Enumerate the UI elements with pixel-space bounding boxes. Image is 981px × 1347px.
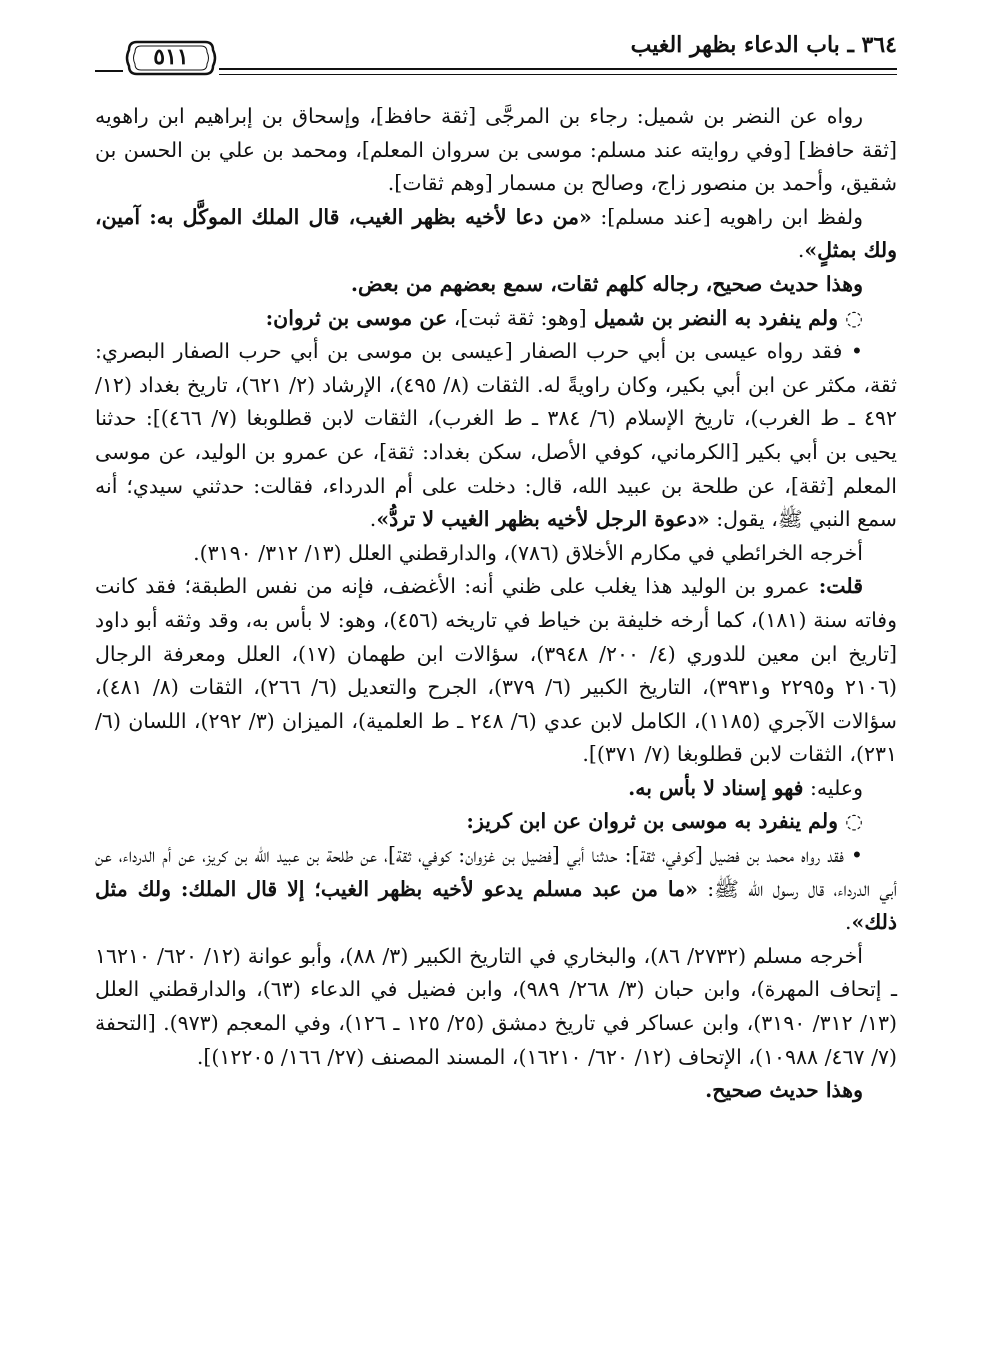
text-segment: • فقد رواه عيسى بن أبي حرب الصفار [عيسى بن موسى بن أبي حرب الصفار البصري: ثقة، مكثر عن ابن أبي بكير، وكان راويةً له. الثقات (٨/ ٤٩٥)، الإرشاد (٢/ ٦٢١)، تاريخ بغداد (١٢/ ٤٩٢ ـ ط الغرب)، تاريخ الإسلام (٦/ ٣٨٤ ـ ط الغرب)، الثقات لابن قطلوبغا (٧/ ٤٦٦)]: حدثنا يحيى بن أبي بكير [الكرماني، كوفي الأصل، سكن بغداد: ثقة]، عن عمرو بن الوليد، عن موسى المعلم [ثقة]، عن طلحة بن عبيد الله، قال: دخلت على أم الدرداء، فقالت: حدثني سيدي؛ أنه سمع النبي ﷺ، يقول: xyxy=(95,339,898,532)
text-segment: عمرو بن الوليد هذا يغلب على ظني أنه: الأغضف، فإنه من نفس الطبقة؛ فقد كانت وفاته سنة (١٨١)، كما أرخه خليفة بن خياط في تاريخه (٤٥٦)، وهو: لا بأس به، وقد وثقه أبو داود [تاريخ ابن معين للدوري (٤/ ٢٠٠/ ٣٩٤٨)، سؤالات ابن طهمان (١٧)، العلل ومعرفة الرجال (٢١٠٦ و٢٢٩٥ و٣٩٣١)، التاريخ الكبير (٦/ ٣٧٩)، الجرح والتعديل (٦/ ٢٦٦)، الثقات (٨/ ٤٨١)، سؤالات الآجري (١١٨٥)، الكامل لابن عدي (٦/ ٢٤٨ ـ ط العلمية)، الميزان (٣/ ٢٩٢)، اللسان (٦/ ٢٣١)، الثقات لابن قطلوبغا (٧/ ٣٧١)]. xyxy=(95,574,898,767)
text-segment: رواه عن النضر بن شميل: رجاء بن المرجَّى [ثقة حافظ]، وإسحاق بن إبراهيم ابن راهويه [ثقة حافظ] [وفي روايته عند مسلم: موسى بن سروان المعلم]، ومحمد بن علي بن الحسن بن شقيق، وأحمد بن منصور زاج، وصالح بن مسمار [وهم ثقات]. xyxy=(95,104,897,196)
text-segment: ولفظ ابن راهويه [عند مسلم]: xyxy=(591,204,863,229)
text-segment: . xyxy=(845,910,852,935)
bold-text-segment: قلت: xyxy=(809,574,863,599)
paragraph xyxy=(95,537,897,571)
text-segment: وعليه: xyxy=(803,775,863,800)
paragraph xyxy=(95,201,897,268)
bold-text-segment: «دعوة الرجل لأخيه بظهر الغيب لا تردُّ» xyxy=(376,507,710,532)
bold-text-segment: ◌ ولم ينفرد به النضر بن شميل xyxy=(586,305,863,330)
running-title: ٣٦٤ ـ باب الدعاء بظهر الغيب xyxy=(630,32,897,58)
header-rule-right-thin xyxy=(219,74,897,75)
text-segment: [وهو: ثقة ثبت]، xyxy=(447,305,587,330)
paragraph xyxy=(95,570,897,772)
paragraph xyxy=(95,302,897,336)
text-segment: • فقد رواه محمد بن فضيل [كوفي، ثقة]: حدثنا أبي [فضيل بن غزوان: كوفي، ثقة]، عن طلحة بن عبيد الله بن كريز، عن أم الدرداء، عن أبي الدرداء، قال رسول الله ﷺ: xyxy=(95,843,897,901)
paragraph xyxy=(95,100,897,201)
bold-text-segment: «ما من عبد مسلم يدعو لأخيه بظهر الغيب؛ إلا قال الملك: ولك مثل ذلك» xyxy=(95,876,897,935)
page-header xyxy=(95,28,897,88)
bold-text-segment: وهذا حديث صحيح. xyxy=(705,1078,863,1103)
header-rule-left xyxy=(95,70,123,72)
page-number-frame xyxy=(125,38,217,78)
text-segment: أخرجه مسلم (٢٧٣٢/ ٨٦)، والبخاري في التاريخ الكبير (٣/ ٨٨)، وأبو عوانة (١٢/ ٦٢٠/ ١٦٢١٠ ـ إتحاف المهرة)، وابن حبان (٣/ ٢٦٨/ ٩٨٩)، وابن فضيل في الدعاء (٦٣)، والدارقطني العلل (١٣/ ٣١٢/ ٣١٩٠)، وابن عساكر في تاريخ دمشق (٢٥/ ١٢٥ ـ ١٢٦)، وفي المعجم (٩٧٣). [التحفة (٧/ ٤٦٧/ ١٠٩٨٨)، الإتحاف (١٢/ ٦٢٠/ ١٦٢١٠)، المسند المصنف (٢٧/ ١٦٦/ ١٢٢٠٥)]. xyxy=(95,943,897,1069)
page-number: ٥١١ xyxy=(153,44,189,70)
bold-text-segment: وهذا حديث صحيح، رجاله كلهم ثقات، سمع بعضهم من بعض. xyxy=(350,271,863,296)
paragraph xyxy=(95,335,897,537)
bold-text-segment: ◌ ولم ينفرد به موسى بن ثروان عن ابن كريز: xyxy=(466,809,863,834)
header-rule-right xyxy=(219,68,897,70)
bold-text-segment: «من دعا لأخيه بظهر الغيب، قال الملك الموكَّل به: آمين، ولك بمثلٍ» xyxy=(95,204,897,263)
paragraph xyxy=(95,940,897,1074)
paragraph xyxy=(95,805,897,839)
paragraph xyxy=(95,1074,897,1108)
bold-text-segment: فهو إسناد لا بأس به. xyxy=(628,775,804,800)
bold-text-segment: عن موسى بن ثروان: xyxy=(265,305,448,330)
paragraph xyxy=(95,772,897,806)
paragraph xyxy=(95,268,897,302)
paragraph xyxy=(95,839,897,940)
text-segment: . xyxy=(797,238,805,263)
text-segment: أخرجه الخرائطي في مكارم الأخلاق (٧٨٦)، والدارقطني العلل (١٣/ ٣١٢/ ٣١٩٠). xyxy=(193,540,863,565)
body-text xyxy=(95,100,897,1108)
text-segment: . xyxy=(369,507,377,532)
